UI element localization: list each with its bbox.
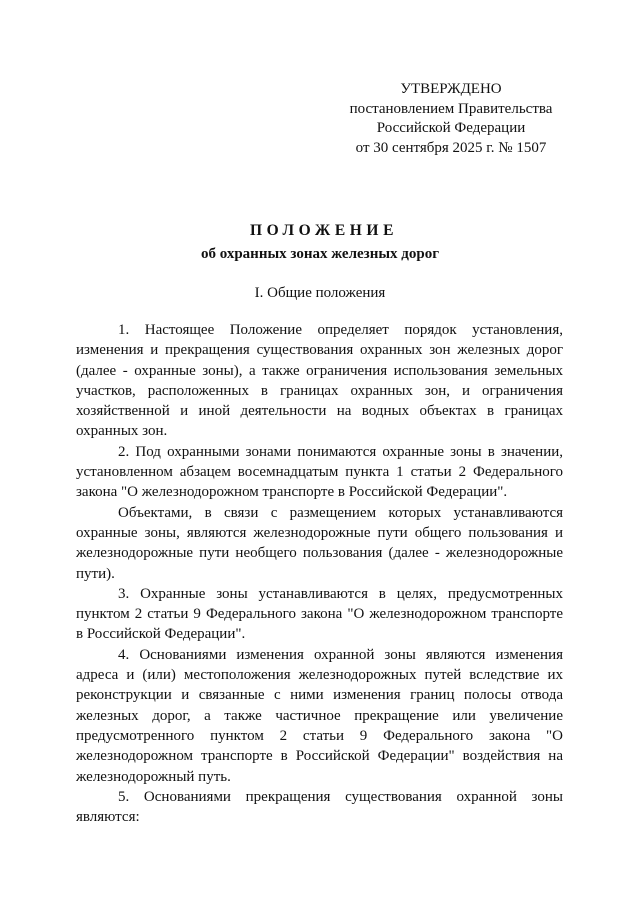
approval-line-4: от 30 сентября 2025 г. № 1507 <box>355 139 547 156</box>
section-heading: I. Общие положения <box>254 285 386 301</box>
approval-line-3: Российской Федерации <box>376 120 526 136</box>
paragraph-2-continued: Объектами, в связи с размещением которых устанавливаются охранные зоны, являются железнодорожные пути общего пользования и железнодорожные пути необщего пользования (далее - железнодорожные пути). <box>76 504 563 582</box>
paragraph-1: 1. Настоящее Положение определяет порядок установления, изменения и прекращения существования охранных зон железных дорог (далее - охранные зоны), а также ограничения использования земельных участков, расположенных в границах охранных зон, и ограничения хозяйственной и иной деятельности на водных объектах в границах охранных зон. <box>76 322 563 440</box>
paragraph-4: 4. Основаниями изменения охранной зоны являются изменения адреса и (или) местоположения железнодорожных путей вследствие их реконструкции и связанные с ними изменения границ полосы отвода железных дорог, а также частичное прекращение или увеличение предусмотренного пунктом 2 статьи 9 Федерального закона "О железнодорожном транспорте в Российской Федерации" воздействия на железнодорожный путь. <box>76 646 563 785</box>
approval-stamp <box>340 80 562 158</box>
document-body <box>76 320 563 827</box>
paragraph-5: 5. Основаниями прекращения существования охранной зоны являются: <box>76 788 563 826</box>
approval-line-1: УТВЕРЖДЕНО <box>400 81 502 97</box>
document-title: ПОЛОЖЕНИЕ <box>249 222 399 239</box>
approval-line-2: постановлением Правительства <box>349 100 553 117</box>
paragraph-2: 2. Под охранными зонами понимаются охранные зоны в значении, установленном абзацем восемнадцатым пункта 1 статьи 2 Федерального закона "О железнодорожном транспорте в Российской Федерации". <box>76 443 563 501</box>
paragraph-3: 3. Охранные зоны устанавливаются в целях, предусмотренных пунктом 2 статьи 9 Федерального закона "О железнодорожном транспорте в Российской Федерации". <box>76 585 563 643</box>
document-subtitle: об охранных зонах железных дорог <box>200 246 440 262</box>
